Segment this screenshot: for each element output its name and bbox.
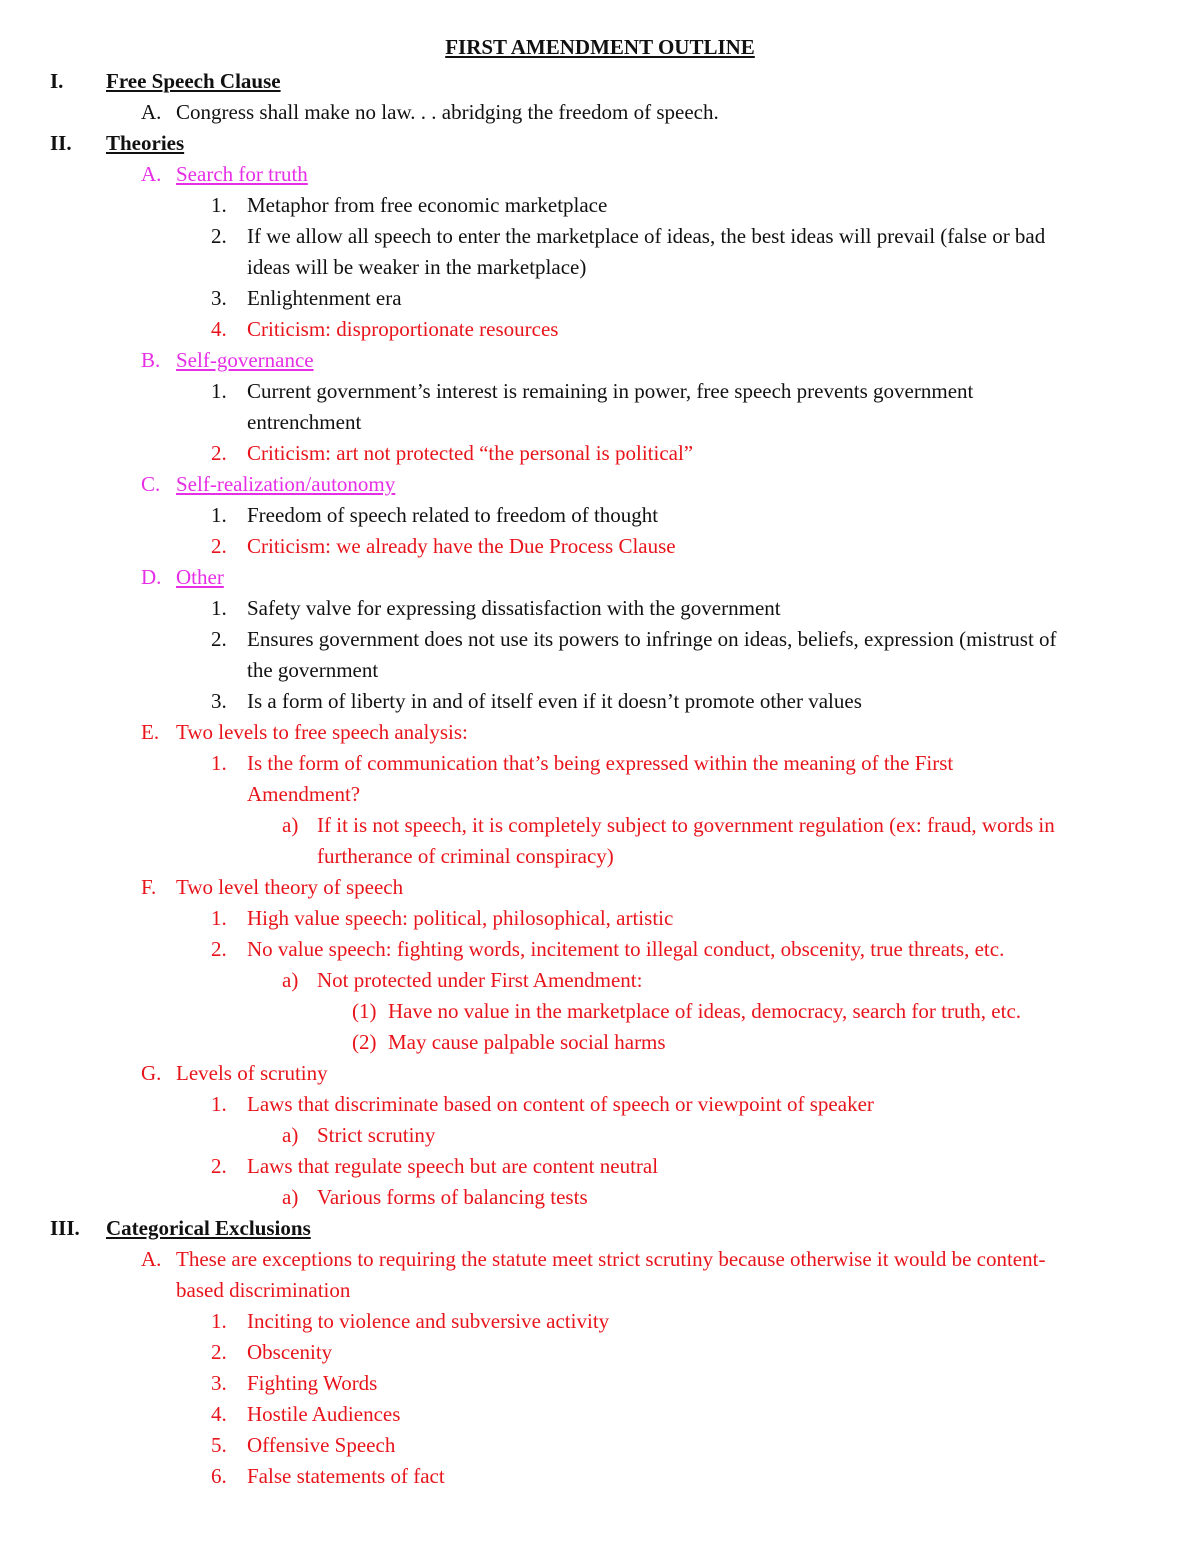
item-marker: 2. — [211, 534, 227, 558]
item-marker: 2. — [211, 627, 227, 651]
item-marker: C. — [141, 472, 161, 496]
item-marker: 4. — [211, 1402, 227, 1426]
item-text: Other — [176, 565, 224, 589]
item-text: Is a form of liberty in and of itself even if it doesn’t promote other values — [247, 689, 862, 713]
section-title: Theories — [106, 131, 185, 155]
item-marker: 1. — [211, 596, 227, 620]
item-marker: a) — [282, 1123, 299, 1147]
item-marker: F. — [141, 875, 157, 899]
item-text-continuation: entrenchment — [247, 410, 362, 434]
item-text: False statements of fact — [247, 1464, 445, 1488]
item-text: Criticism: disproportionate resources — [247, 317, 559, 341]
item-marker: 3. — [211, 689, 227, 713]
item-text: Not protected under First Amendment: — [317, 968, 643, 992]
item-text: Obscenity — [247, 1340, 333, 1364]
item-marker: 1. — [211, 379, 227, 403]
item-marker: D. — [141, 565, 162, 589]
item-text: Congress shall make no law. . . abridging the freedom of speech. — [176, 100, 719, 124]
item-text: These are exceptions to requiring the statute meet strict scrutiny because otherwise it would be content- — [176, 1247, 1046, 1271]
item-text: Laws that regulate speech but are content neutral — [247, 1154, 659, 1178]
item-text: Offensive Speech — [247, 1433, 396, 1457]
item-marker: 2. — [211, 1340, 227, 1364]
item-marker: A. — [141, 162, 162, 186]
section-title: Categorical Exclusions — [106, 1216, 311, 1240]
item-marker: (1) — [352, 999, 377, 1023]
section-marker: II. — [50, 131, 72, 155]
section-marker: III. — [50, 1216, 80, 1240]
item-marker: B. — [141, 348, 161, 372]
item-text: Criticism: art not protected “the personal is political” — [247, 441, 694, 465]
item-text: Have no value in the marketplace of ideas, democracy, search for truth, etc. — [388, 999, 1022, 1023]
item-text: Two level theory of speech — [176, 875, 404, 899]
item-text: Is the form of communication that’s being expressed within the meaning of the First — [247, 751, 954, 775]
item-text: Levels of scrutiny — [176, 1061, 328, 1085]
item-text: Criticism: we already have the Due Process Clause — [247, 534, 676, 558]
page-title: FIRST AMENDMENT OUTLINE — [445, 35, 755, 59]
item-text: Laws that discriminate based on content of speech or viewpoint of speaker — [247, 1092, 874, 1116]
item-text: Current government’s interest is remaining in power, free speech prevents government — [247, 379, 974, 403]
item-marker: 5. — [211, 1433, 227, 1457]
item-text: High value speech: political, philosophical, artistic — [247, 906, 674, 930]
item-marker: 3. — [211, 286, 227, 310]
item-marker: (2) — [352, 1030, 377, 1054]
item-marker: G. — [141, 1061, 162, 1085]
item-marker: 1. — [211, 1092, 227, 1116]
section-marker: I. — [50, 69, 64, 93]
item-text: Enlightenment era — [247, 286, 402, 310]
item-text: Self-governance — [176, 348, 314, 372]
item-text: Safety valve for expressing dissatisfaction with the government — [247, 596, 781, 620]
item-text: Strict scrutiny — [317, 1123, 436, 1147]
item-marker: 1. — [211, 906, 227, 930]
item-marker: 1. — [211, 751, 227, 775]
item-marker: a) — [282, 813, 299, 837]
item-text: Ensures government does not use its powers to infringe on ideas, beliefs, expression (mistrust of — [247, 627, 1057, 651]
item-marker: 2. — [211, 1154, 227, 1178]
item-marker: 6. — [211, 1464, 227, 1488]
item-marker: 1. — [211, 1309, 227, 1333]
item-text: Hostile Audiences — [247, 1402, 401, 1426]
item-text-continuation: furtherance of criminal conspiracy) — [317, 844, 614, 868]
item-text: Metaphor from free economic marketplace — [247, 193, 608, 217]
item-text: Two levels to free speech analysis: — [176, 720, 468, 744]
item-text: May cause palpable social harms — [388, 1030, 666, 1054]
item-marker: 2. — [211, 224, 227, 248]
item-marker: 1. — [211, 503, 227, 527]
item-text-continuation: based discrimination — [176, 1278, 351, 1302]
item-text-continuation: Amendment? — [247, 782, 361, 806]
item-text: If we allow all speech to enter the marketplace of ideas, the best ideas will prevail (false or bad — [247, 224, 1046, 248]
item-text-continuation: ideas will be weaker in the marketplace) — [247, 255, 587, 279]
item-text: Various forms of balancing tests — [317, 1185, 588, 1209]
item-marker: A. — [141, 100, 162, 124]
item-marker: a) — [282, 968, 299, 992]
item-marker: 4. — [211, 317, 227, 341]
item-text: Search for truth — [176, 162, 308, 186]
item-marker: A. — [141, 1247, 162, 1271]
item-text: Fighting Words — [247, 1371, 378, 1395]
item-marker: 3. — [211, 1371, 227, 1395]
item-text: Inciting to violence and subversive activity — [247, 1309, 610, 1333]
item-marker: a) — [282, 1185, 299, 1209]
item-text: Freedom of speech related to freedom of thought — [247, 503, 659, 527]
item-text: No value speech: fighting words, incitement to illegal conduct, obscenity, true threats, etc. — [247, 937, 1005, 961]
item-marker: 2. — [211, 937, 227, 961]
item-text: If it is not speech, it is completely subject to government regulation (ex: fraud, words in — [317, 813, 1055, 837]
item-marker: E. — [141, 720, 160, 744]
item-text-continuation: the government — [247, 658, 379, 682]
item-text: Self-realization/autonomy — [176, 472, 396, 496]
item-marker: 2. — [211, 441, 227, 465]
section-title: Free Speech Clause — [106, 69, 281, 93]
item-marker: 1. — [211, 193, 227, 217]
